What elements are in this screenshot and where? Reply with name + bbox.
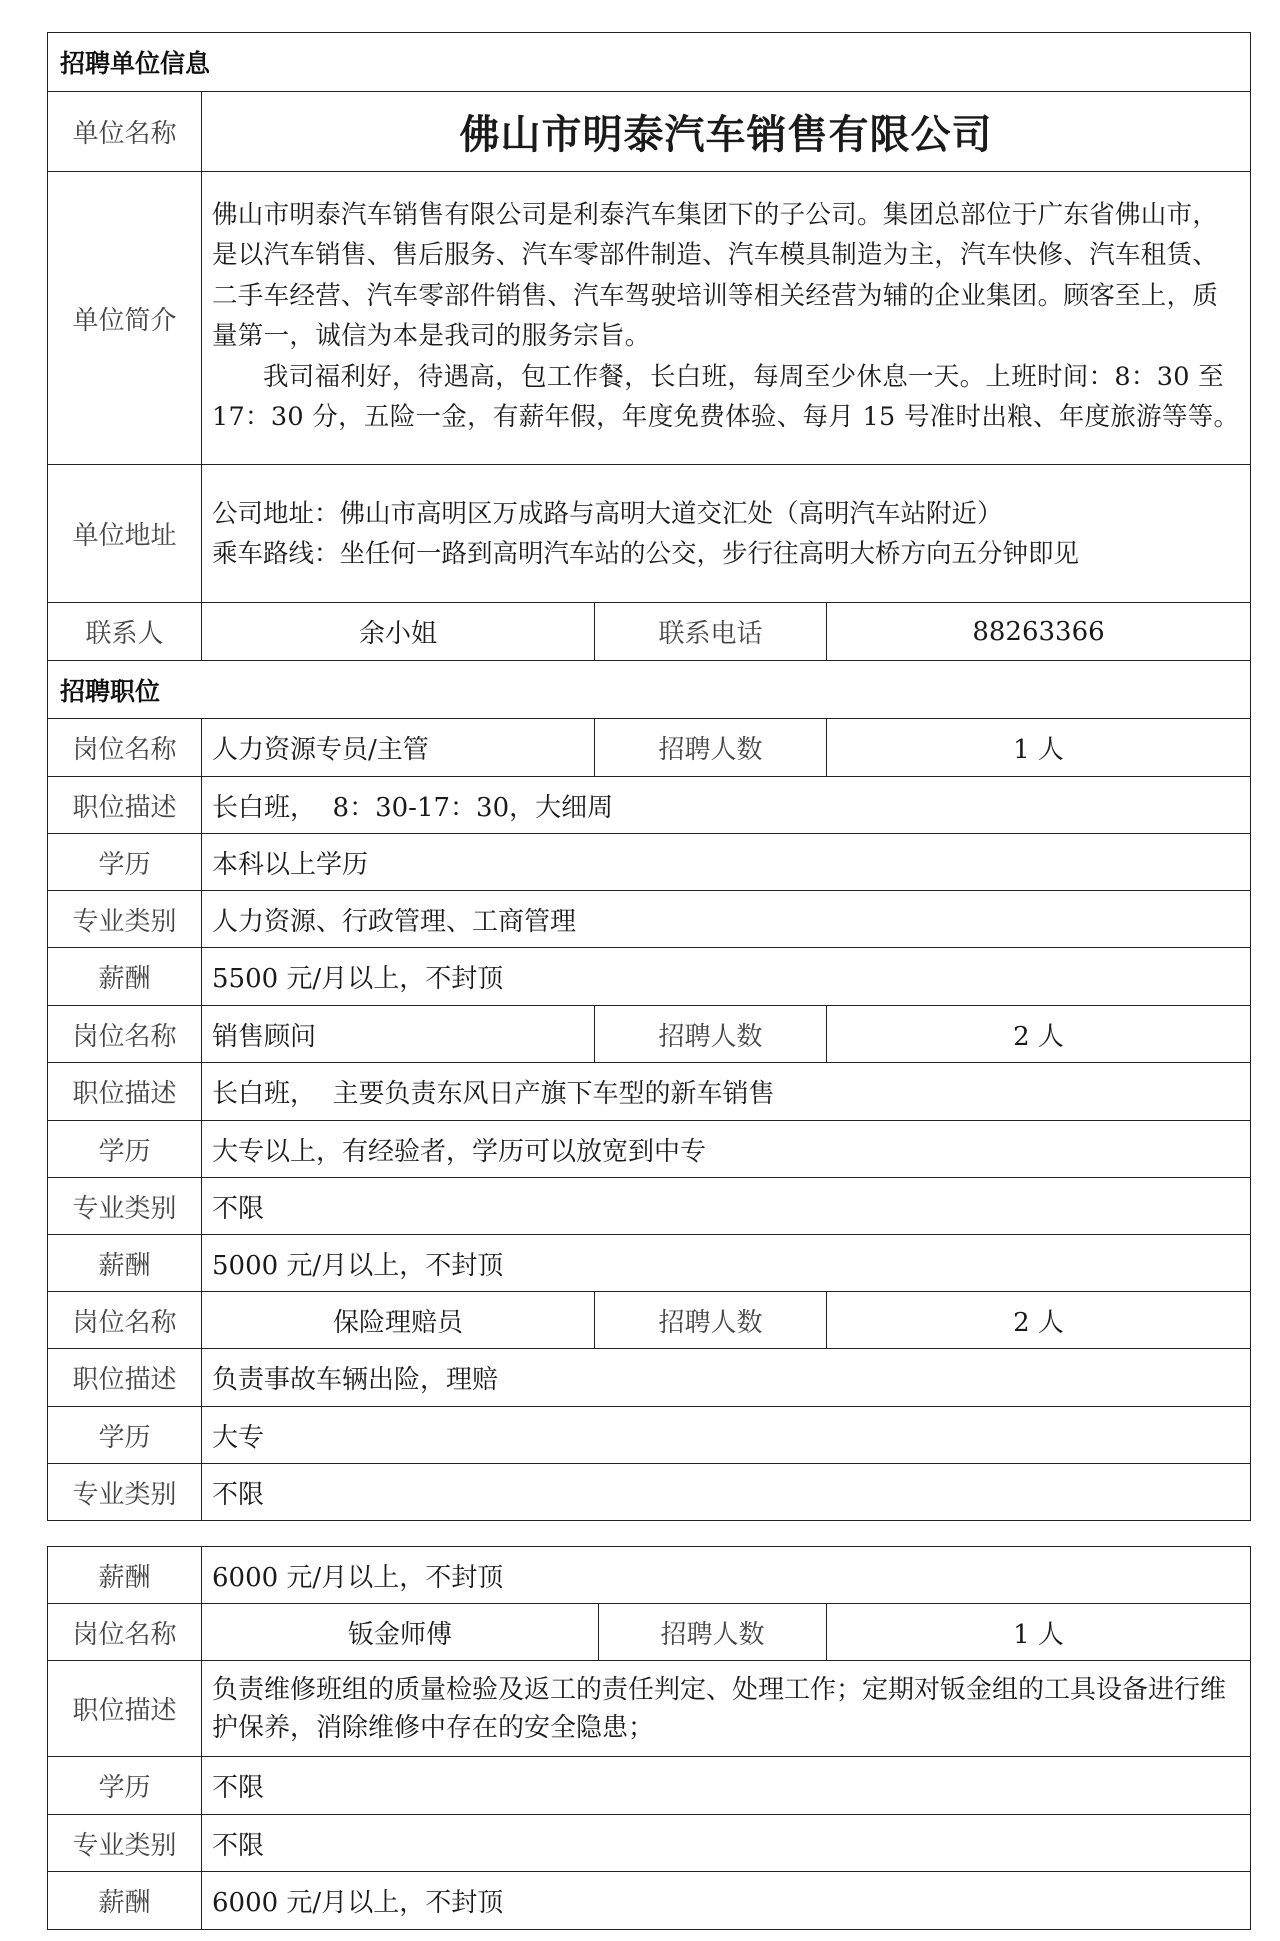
label-address: 单位地址 — [48, 465, 202, 603]
label-salary: 薪酬 — [48, 1547, 202, 1604]
label-salary: 薪酬 — [48, 948, 202, 1006]
label-contact: 联系人 — [48, 603, 202, 661]
contact-name: 余小姐 — [202, 603, 595, 661]
label-salary: 薪酬 — [48, 1872, 202, 1930]
label-major: 专业类别 — [48, 891, 202, 948]
company-intro — [202, 172, 1251, 465]
company-name: 佛山市明泰汽车销售有限公司 — [202, 92, 1251, 172]
label-job-desc: 职位描述 — [48, 1349, 202, 1407]
job-desc: 负责维修班组的质量检验及返工的责任判定、处理工作；定期对钣金组的工具设备进行维护保养，消除维修中存在的安全隐患； — [202, 1661, 1251, 1757]
job-title: 钣金师傅 — [202, 1604, 599, 1661]
label-education: 学历 — [48, 1407, 202, 1464]
job-education: 大专 — [202, 1407, 1251, 1464]
label-major: 专业类别 — [48, 1178, 202, 1235]
label-education: 学历 — [48, 834, 202, 891]
label-headcount: 招聘人数 — [595, 1292, 827, 1349]
job-headcount: 1 人 — [827, 1604, 1251, 1661]
intro-paragraph-1: 佛山市明泰汽车销售有限公司是利泰汽车集团下的子公司。集团总部位于广东省佛山市，是以汽车销售、售后服务、汽车零部件制造、汽车模具制造为主，汽车快修、汽车租赁、二手车经营、汽车零部件销售、汽车驾驶培训等相关经营为辅的企业集团。顾客至上，质量第一，诚信为本是我司的服务宗旨。 — [212, 199, 1219, 351]
label-major: 专业类别 — [48, 1464, 202, 1521]
job-title: 销售顾问 — [202, 1006, 595, 1063]
job-salary: 6000 元/月以上，不封顶 — [202, 1547, 1251, 1604]
job-major: 不限 — [202, 1178, 1251, 1235]
job-title: 保险理赔员 — [202, 1292, 595, 1349]
job-headcount: 2 人 — [827, 1292, 1251, 1349]
label-intro: 单位简介 — [48, 172, 202, 465]
label-headcount: 招聘人数 — [595, 719, 827, 777]
label-job-desc: 职位描述 — [48, 1661, 202, 1757]
label-headcount: 招聘人数 — [595, 1006, 827, 1063]
job-headcount: 1 人 — [827, 719, 1251, 777]
job-education: 本科以上学历 — [202, 834, 1251, 891]
company-address: 公司地址：佛山市高明区万成路与高明大道交汇处（高明汽车站附近） — [212, 498, 1003, 529]
job-education: 大专以上，有经验者，学历可以放宽到中专 — [202, 1121, 1251, 1178]
job-headcount: 2 人 — [827, 1006, 1251, 1063]
label-job-title: 岗位名称 — [48, 1604, 202, 1661]
label-job-desc: 职位描述 — [48, 777, 202, 834]
label-salary: 薪酬 — [48, 1235, 202, 1292]
label-job-title: 岗位名称 — [48, 1292, 202, 1349]
label-job-desc: 职位描述 — [48, 1063, 202, 1121]
job-salary: 6000 元/月以上，不封顶 — [202, 1872, 1251, 1930]
recruitment-table-continued — [47, 1546, 1251, 1930]
intro-paragraph-2: 我司福利好，待遇高，包工作餐，长白班，每周至少休息一天。上班时间：8：30 至 17：30 分，五险一金，有薪年假，年度免费体验、每月 15 号准时出粮、年度旅游等等。 — [212, 361, 1240, 432]
label-education: 学历 — [48, 1757, 202, 1815]
job-desc: 长白班， 主要负责东风日产旗下车型的新车销售 — [202, 1063, 1251, 1121]
section-title-positions: 招聘职位 — [48, 661, 1251, 719]
contact-phone: 88263366 — [827, 603, 1251, 661]
job-title: 人力资源专员/主管 — [202, 719, 595, 777]
job-salary: 5500 元/月以上，不封顶 — [202, 948, 1251, 1006]
label-phone: 联系电话 — [595, 603, 827, 661]
bus-route: 乘车路线：坐任何一路到高明汽车站的公交，步行往高明大桥方向五分钟即见 — [212, 538, 1080, 569]
job-row-title — [48, 719, 1251, 777]
job-major: 不限 — [202, 1464, 1251, 1521]
job-desc: 长白班， 8：30-17：30，大细周 — [202, 777, 1251, 834]
label-company-name: 单位名称 — [48, 92, 202, 172]
label-major: 专业类别 — [48, 1815, 202, 1872]
recruitment-table — [47, 32, 1251, 1521]
label-job-title: 岗位名称 — [48, 1006, 202, 1063]
job-education: 不限 — [202, 1757, 1251, 1815]
label-headcount: 招聘人数 — [599, 1604, 827, 1661]
job-salary: 5000 元/月以上，不封顶 — [202, 1235, 1251, 1292]
job-major: 不限 — [202, 1815, 1251, 1872]
label-education: 学历 — [48, 1121, 202, 1178]
job-desc: 负责事故车辆出险，理赔 — [202, 1349, 1251, 1407]
company-address-block — [202, 465, 1251, 603]
section-title-company-info: 招聘单位信息 — [48, 33, 1251, 92]
job-major: 人力资源、行政管理、工商管理 — [202, 891, 1251, 948]
label-job-title: 岗位名称 — [48, 719, 202, 777]
